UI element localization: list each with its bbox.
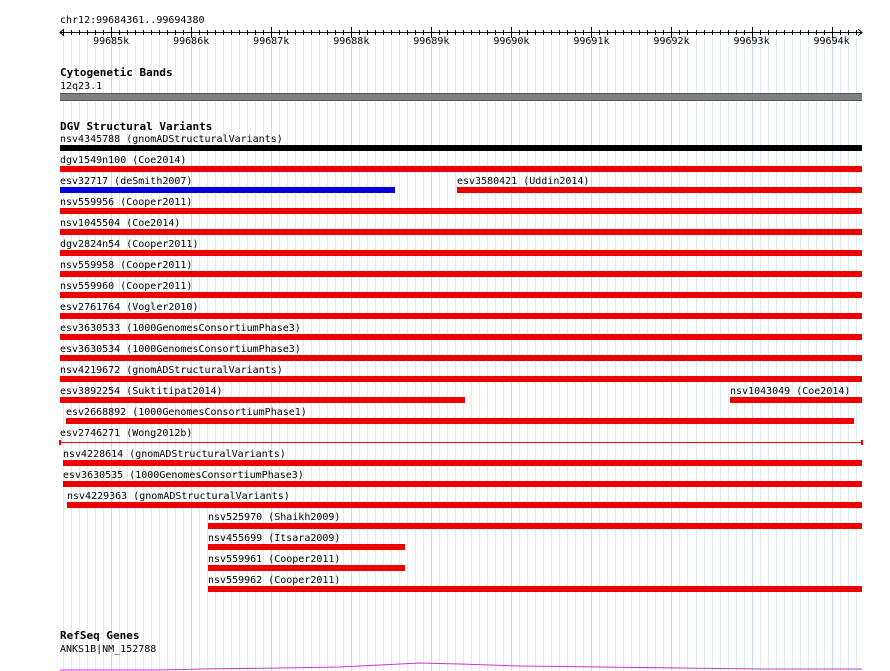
variant-label[interactable]: dgv1549n100 (Coe2014)	[60, 155, 187, 166]
variant-bar[interactable]	[730, 397, 862, 403]
variant-label[interactable]: esv3630534 (1000GenomesConsortiumPhase3)	[60, 344, 301, 355]
refseq-track-title: RefSeq Genes	[60, 629, 140, 642]
variant-end-cap	[59, 440, 61, 445]
variant-bar[interactable]	[208, 544, 405, 550]
ruler-tick-label: 99686k	[173, 36, 210, 47]
variant-label[interactable]: esv32717 (deSmith2007)	[60, 176, 193, 187]
variant-label[interactable]: nsv4229363 (gnomADStructuralVariants)	[67, 491, 290, 502]
variant-bar[interactable]	[60, 442, 862, 443]
variant-bar[interactable]	[60, 313, 862, 319]
variant-label[interactable]: esv2761764 (Vogler2010)	[60, 302, 199, 313]
variant-label[interactable]: nsv455699 (Itsara2009)	[208, 533, 341, 544]
variant-label[interactable]: nsv559961 (Cooper2011)	[208, 554, 341, 565]
variant-label[interactable]: esv2668892 (1000GenomesConsortiumPhase1)	[66, 407, 307, 418]
variant-bar[interactable]	[60, 208, 862, 214]
variant-label[interactable]: esv3580421 (Uddin2014)	[457, 176, 590, 187]
variant-label[interactable]: nsv4228614 (gnomADStructuralVariants)	[63, 449, 286, 460]
variant-bar[interactable]	[60, 145, 862, 151]
ruler-tick-label: 99693k	[733, 36, 770, 47]
variant-bar[interactable]	[60, 376, 862, 382]
variant-bar[interactable]	[60, 271, 862, 277]
variant-label[interactable]: nsv1045504 (Coe2014)	[60, 218, 181, 229]
variant-bar[interactable]	[63, 481, 862, 487]
variant-bar[interactable]	[67, 502, 862, 508]
ruler[interactable]	[0, 24, 890, 48]
refseq-gene-graph[interactable]	[0, 650, 890, 671]
variant-bar[interactable]	[60, 355, 862, 361]
variant-label[interactable]: esv3630533 (1000GenomesConsortiumPhase3)	[60, 323, 301, 334]
variant-label[interactable]: nsv525970 (Shaikh2009)	[208, 512, 341, 523]
variant-bar[interactable]	[63, 460, 862, 466]
variant-label[interactable]: esv2746271 (Wong2012b)	[60, 428, 193, 439]
variant-label[interactable]: esv3630535 (1000GenomesConsortiumPhase3)	[63, 470, 304, 481]
variant-bar[interactable]	[60, 229, 862, 235]
variant-bar[interactable]	[208, 565, 405, 571]
variant-bar[interactable]	[66, 418, 854, 424]
ruler-tick-label: 99694k	[813, 36, 850, 47]
variant-label[interactable]: nsv559958 (Cooper2011)	[60, 260, 193, 271]
variant-bar[interactable]	[60, 250, 862, 256]
variant-label[interactable]: nsv559962 (Cooper2011)	[208, 575, 341, 586]
variant-end-cap	[861, 440, 863, 445]
variant-bar[interactable]	[208, 586, 862, 592]
variant-label[interactable]: nsv1043049 (Coe2014)	[730, 386, 851, 397]
variant-label[interactable]: nsv559956 (Cooper2011)	[60, 197, 193, 208]
variant-label[interactable]: nsv4345788 (gnomADStructuralVariants)	[60, 134, 283, 145]
ruler-tick-label: 99691k	[573, 36, 610, 47]
cytoband-bar[interactable]	[60, 93, 862, 101]
variant-label[interactable]: esv3892254 (Suktitipat2014)	[60, 386, 223, 397]
variant-label[interactable]: nsv559960 (Cooper2011)	[60, 281, 193, 292]
ruler-tick-label: 99687k	[253, 36, 290, 47]
ruler-tick-label: 99688k	[333, 36, 370, 47]
variant-label[interactable]: nsv4219672 (gnomADStructuralVariants)	[60, 365, 283, 376]
refseq-gene-label[interactable]: ANKS1B|NM_152788	[60, 644, 157, 655]
ruler-tick-label: 99690k	[493, 36, 530, 47]
variant-bar[interactable]	[60, 187, 395, 193]
cytoband-track-title: Cytogenetic Bands	[60, 66, 173, 79]
variant-bar[interactable]	[60, 334, 862, 340]
variant-label[interactable]: dgv2824n54 (Cooper2011)	[60, 239, 199, 250]
location-label: chr12:99684361..99694380	[60, 15, 205, 26]
variant-bar[interactable]	[208, 523, 862, 529]
ruler-tick-label: 99689k	[413, 36, 450, 47]
variant-bar[interactable]	[60, 166, 862, 172]
ruler-tick-label: 99685k	[93, 36, 130, 47]
variant-bar[interactable]	[457, 187, 862, 193]
variant-bar[interactable]	[60, 397, 465, 403]
ruler-tick-label: 99692k	[653, 36, 690, 47]
cytoband-label: 12q23.1	[60, 81, 103, 92]
variant-bar[interactable]	[60, 292, 862, 298]
dgv-track-title: DGV Structural Variants	[60, 120, 213, 133]
